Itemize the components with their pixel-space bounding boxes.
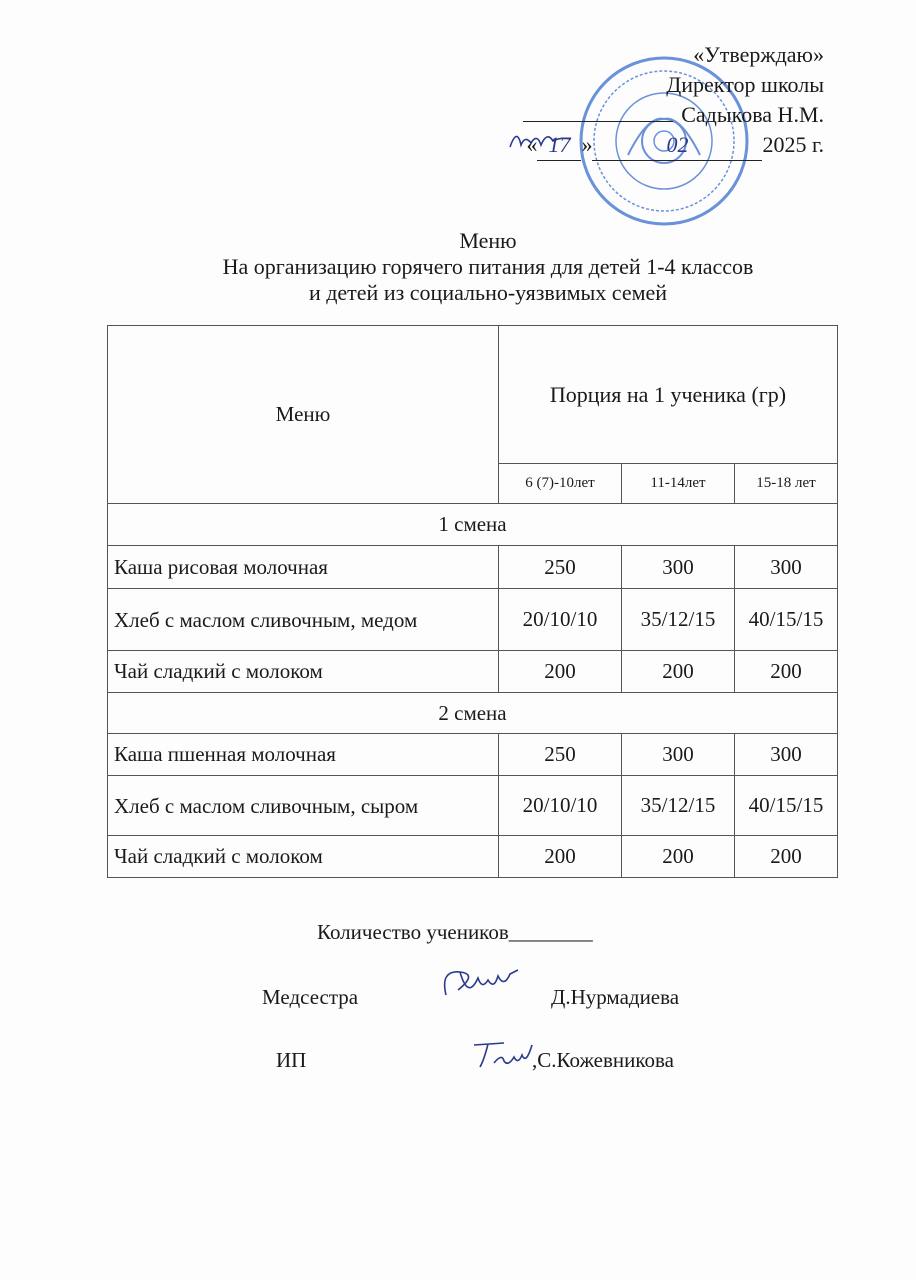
- date-year: 2025 г.: [762, 132, 824, 157]
- age-group: 15-18 лет: [735, 464, 838, 504]
- table-row: [108, 589, 838, 651]
- portion: 200: [735, 836, 838, 878]
- portion: 200: [735, 651, 838, 693]
- table-row: [108, 546, 838, 589]
- date-month: 02: [592, 130, 762, 161]
- portion: 40/15/15: [735, 589, 838, 651]
- table-row: [108, 651, 838, 693]
- portion: 300: [735, 734, 838, 776]
- header-portion: Порция на 1 ученика (гр): [499, 326, 838, 464]
- nurse-signature: [438, 960, 528, 1005]
- document-title: [0, 228, 916, 306]
- menu-table: [107, 325, 838, 878]
- approval-position: Директор школы: [666, 72, 824, 97]
- portion: 20/10/10: [499, 776, 622, 836]
- portion: 20/10/10: [499, 589, 622, 651]
- shift-label: 2 смена: [108, 693, 838, 734]
- approval-date: « 17 » 02 2025 г.: [523, 130, 824, 161]
- table-row: [108, 836, 838, 878]
- table-row: [108, 776, 838, 836]
- nurse-name: Д.Нурмадиева: [551, 985, 680, 1009]
- portion: 250: [499, 546, 622, 589]
- ip-signature: [470, 1035, 540, 1075]
- title-line-3: и детей из социально-уязвимых семей: [308, 280, 668, 305]
- dish: Чай сладкий с молоком: [108, 836, 499, 878]
- portion: 200: [622, 651, 735, 693]
- portion: 300: [622, 546, 735, 589]
- ip-name: ,С.Кожевникова: [532, 1048, 674, 1072]
- portion: 300: [622, 734, 735, 776]
- approval-heading: «Утверждаю»: [693, 42, 824, 67]
- header-menu: Меню: [108, 326, 499, 504]
- age-group: 11-14лет: [622, 464, 735, 504]
- portion: 40/15/15: [735, 776, 838, 836]
- age-group: 6 (7)-10лет: [499, 464, 622, 504]
- portion: 200: [499, 836, 622, 878]
- shift-label: 1 смена: [108, 504, 838, 546]
- portion: 200: [622, 836, 735, 878]
- portion: 300: [735, 546, 838, 589]
- portion: 35/12/15: [622, 589, 735, 651]
- dish: Хлеб с маслом сливочным, медом: [108, 589, 499, 651]
- portion: 250: [499, 734, 622, 776]
- approval-name: Садыкова Н.М.: [681, 102, 824, 127]
- dish: Каша рисовая молочная: [108, 546, 499, 589]
- title-line-2: На организацию горячего питания для детей 1-4 классов: [222, 254, 754, 279]
- dish: Чай сладкий с молоком: [108, 651, 499, 693]
- director-signature: [505, 125, 575, 155]
- ip-label: ИП: [276, 1048, 307, 1072]
- date-day: 17: [537, 130, 581, 161]
- portion: 200: [499, 651, 622, 693]
- portion: 35/12/15: [622, 776, 735, 836]
- nurse-label: Медсестра: [262, 985, 359, 1009]
- title-line-1: Меню: [459, 228, 517, 253]
- table-row: [108, 734, 838, 776]
- dish: Хлеб с маслом сливочным, сыром: [108, 776, 499, 836]
- dish: Каша пшенная молочная: [108, 734, 499, 776]
- students-count: Количество учеников________: [317, 920, 593, 944]
